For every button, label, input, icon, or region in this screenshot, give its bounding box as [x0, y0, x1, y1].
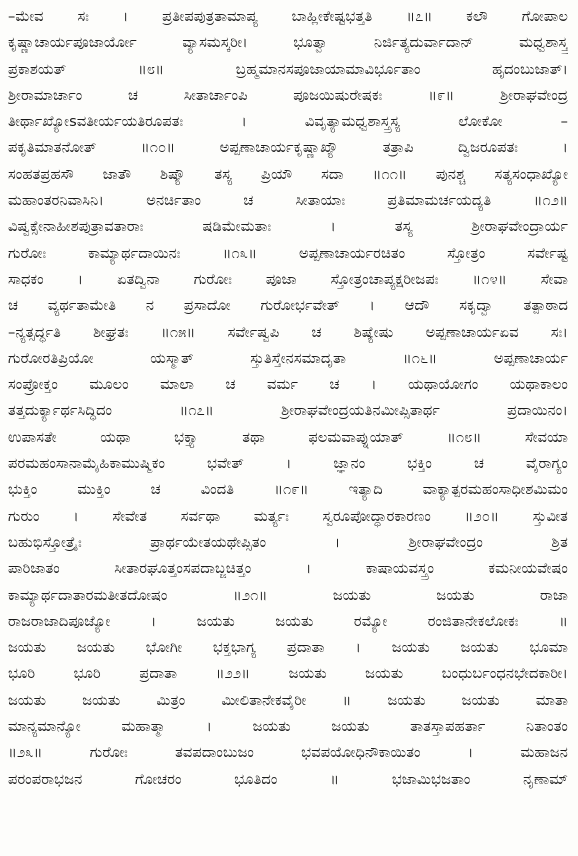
- text-line: ಪಾರಿಜಾತಂ ಸೀತಾರಘೂತ್ತಂಸಪದಾಬ್ಜಚಿತ್ತಂ । ಕಾಷಾಯವಸ್ತ್ರಂ ಕಮನೀಯವೇಷಂ: [8, 560, 568, 578]
- text-line: ಸಂಪ್ರೋಕ್ತಂ ಮೂಲಂ ಮಾಲಾ ಚ ವರ್ಮ ಚ । ಯಥಾಯೋಗಂ ಯಥಾಕಾಲಂ: [8, 376, 568, 394]
- text-line: –ಮೇವ ಸಃ । ಪ್ರತೀಪಪುತ್ರತಾಮಾಪ್ಯ ಬಾಹ್ಲೀಕೇಷ್ಟಭತ್ತತಿ ॥೭॥ ಕಲೌ ಗೋಪಾಲ: [8, 8, 568, 25]
- text-line: ಗುರೋಃ ಕಾಮ್ಯಾರ್ಥದಾಯಿನಃ ॥೧೩॥ ಅಪ್ಪಣಾಚಾರ್ಯರಚಿತಂ ಸ್ತೋತ್ರಂ ಸರ್ವೇಷ್ಟ: [8, 244, 568, 262]
- text-line: ಮಹಾಂತರನಿವಾಸಿನಿ। ಅನರ್ಚಿತಾಂ ಚ ಸೀತಾಯಾಃ ಪ್ರತಿಮಾಮರ್ಚಯದ್ಯತಿ ॥೧೨॥: [8, 192, 568, 210]
- text-line: ಪ್ರಕಾಶಯತ್ ॥೮॥ ಬ್ರಹ್ಮಮಾನಸಪೂಜಾಯಾಮಾವಿರ್ಭೂತಾಂ ಹೃದಂಬುಜಾತ್।: [8, 60, 568, 78]
- text-line: ಕೃಷ್ಣಾಚಾರ್ಯಪೂಜಾರ್ಯೋ ವ್ಯಾಸಮಸ್ಕರೀ। ಭೂತ್ವಾ ನಿರ್ಜಿತ್ಯದುರ್ವಾದಾನ್ ಮಧ್ವಶಾಸ್ತ್ರ: [8, 34, 568, 52]
- text-line: ಮಾನ್ಯಮಾನ್ಯೋ ಮಹಾತ್ಮಾ । ಜಯತು ಜಯತು ತಾತಸ್ತಾಪಹರ್ತಾ ನಿತಾಂತಂ: [8, 718, 568, 736]
- text-line: ಪರಮಹಂಸಾನಾಮೈಹಿಕಾಮುಷ್ಮಿಕಂ ಭವೇತ್ । ಜ್ಞಾನಂ ಭಕ್ತಿಂ ಚ ವೈರಾಗ್ಯಂ: [8, 455, 568, 473]
- text-line: ಜಯತು ಜಯತು ಭೋಗೀ ಭಕ್ತಭಾಗ್ಯ ಪ್ರದಾತಾ । ಜಯತು ಜಯತು ಭೂಮಾ: [8, 639, 568, 657]
- text-line: ಗುರುಂ । ಸೇವೇತ ಸರ್ವಥಾ ಮರ್ತ್ಯಃ ಸ್ವರೂಪೋದ್ಧಾರಕಾರಣಂ ॥೨೦॥ ಸ್ತುವೀತ: [8, 507, 568, 525]
- text-line: ಪಕೃತಿಮಾತನೋತ್ ॥೧೦॥ ಅಪ್ಪಣಾಚಾರ್ಯಕೃಷ್ಣಾಖ್ಯೌ ತತ್ರಾಪಿ ದ್ವಿಜರೂಪತಃ ।: [8, 139, 568, 157]
- text-line: ತೀರ್ಥಾಖ್ಯೋsವತೀರ್ಯಯತಿರೂಪತಃ । ವಿವೃತ್ಯಾಮಧ್ವಶಾಸ್ತ್ರಸ್ಯ ಲೋಕೋ –: [8, 113, 568, 131]
- text-line: [8, 793, 568, 819]
- kannada-text-block: [8, 4, 568, 819]
- text-line: ರಾಜರಾಜಾದಿಪೂಜ್ಯೋ । ಜಯತು ಜಯತು ರಮ್ಯೋ ರಂಜಿತಾನೇಕಲೋಕಃ ॥: [8, 612, 568, 630]
- text-line: ॥೨೩॥ ಗುರೋಃ ತವಪದಾಂಬುಜಂ ಭವಪಯೋಧಿನೌಕಾಯಿತಂ । ಮಹಾಜನ: [8, 744, 568, 762]
- text-line: ಉಪಾಸತೇ ಯಥಾ ಭಕ್ತ್ಯಾ ತಥಾ ಫಲಮವಾಪ್ನುಯಾತ್ ॥೧೮॥ ಸೇವಯಾ: [8, 428, 568, 446]
- text-line: ಭೂರಿ ಭೂರಿ ಪ್ರದಾತಾ ॥೨೨॥ ಜಯತು ಜಯತು ಬಂಧುರ್ಬಂಧನಭೇದಕಾರೀ।: [8, 665, 568, 683]
- text-line: ಶ್ರೀರಾಮಾರ್ಚಾಂ ಚ ಸೀತಾರ್ಚಾಂಪಿ ಪೂಜಯಿಷುರೇಷಕಃ ॥೯॥ ಶ್ರೀರಾಘವೇಂದ್ರ: [8, 86, 568, 104]
- text-line: –ನ್ಯತ್ಸರ್ದ್ಧತಿ ಶೀಘ್ರತಃ ॥೧೫॥ ಸರ್ವೇಷ್ವಪಿ ಚ ಶಿಷ್ಯೇಷು ಅಪ್ಪಣಾಚಾರ್ಯಏವ ಸಃ।: [8, 323, 568, 341]
- text-line: ಗುರೋರತಿಪ್ರಿಯೋ ಯಸ್ಮಾತ್ ಸ್ತುತಿಸ್ತೇನಸಮಾದೃತಾ ॥೧೬॥ ಅಪ್ಪಣಾಚಾರ್ಯ: [8, 349, 568, 367]
- text-line: ವಿಷ್ವಕ್ಸೇನಾಹೀಶಪುತ್ರಾವತಾರಾಃ ಷಡಿಮೇಮತಾಃ । ತಸ್ಯ ಶ್ರೀರಾಘವೇಂದ್ರಾರ್ಯ: [8, 218, 568, 236]
- text-line: ಬಹುಭಿಸ್ತೋತ್ರೈಃ ಪ್ರಾರ್ಥಯೇತಯಥೇಪ್ಸಿತಂ । ಶ್ರೀರಾಘವೇಂದ್ರಂ ಶ್ರಿತ: [8, 533, 568, 551]
- text-line: ಭುಕ್ತಿಂ ಮುಕ್ತಿಂ ಚ ವಿಂದತಿ ॥೧೯॥ ಇತ್ಯಾದಿ ವಾಕ್ಯಾತ್ಪರಮಹಂಸಾಧೀಶಮಿಮಂ: [8, 481, 568, 499]
- text-line: ಚ ವ್ಯರ್ಥತಾಮೇತಿ ನ ಪ್ರಸಾದೋ ಗುರೋರ್ಭವೇತ್ । ಆದೌ ಸಕೃದ್ವಾ ತತ್ಪಾಠಾದ: [8, 297, 568, 315]
- text-line: ಸಂಹತಪ್ರಹಸೌ ಜಾತೌ ಶಿಷ್ಯೌ ತಸ್ಯ ಪ್ರಿಯೌ ಸದಾ ॥೧೧॥ ಪುನಶ್ಚ ಸತ್ಯಸಂಧಾಖ್ಯೋ: [8, 165, 568, 183]
- text-line: ಪರಂಪರಾಭಜನ ಗೋಚರಂ ಭೂತಿದಂ ॥ ಭಜಾಮಿಭಜತಾಂ ನೃಣಾಮ್: [8, 770, 568, 788]
- text-line: ಜಯತು ಜಯತು ಮಿತ್ರಂ ಮೀಲಿತಾನೇಕವೈರೀ ॥ ಜಯತು ಜಯತು ಮಾತಾ: [8, 691, 568, 709]
- text-line: ಸಾಧಕಂ । ಏತದ್ವಿನಾ ಗುರೋಃ ಪೂಜಾ ಸ್ತೋತ್ರಂಚಾಪ್ಯಕ್ಷರೀಜಪಃ ॥೧೪॥ ಸೇವಾ: [8, 270, 568, 288]
- text-line: ಕಾಮ್ಯಾರ್ಥದಾತಾರಮತೀತದೋಷಂ ॥೨೧॥ ಜಯತು ಜಯತು ರಾಜಾ: [8, 586, 568, 604]
- text-line: ತತ್ತದುರ್ಕ್ಯಾರ್ಥಸಿದ್ಧಿದಂ ॥೧೭॥ ಶ್ರೀರಾಘವೇಂದ್ರಯತಿನಮೀಪ್ಸಿತಾರ್ಥ ಪ್ರದಾಯಿನಂ।: [8, 402, 568, 420]
